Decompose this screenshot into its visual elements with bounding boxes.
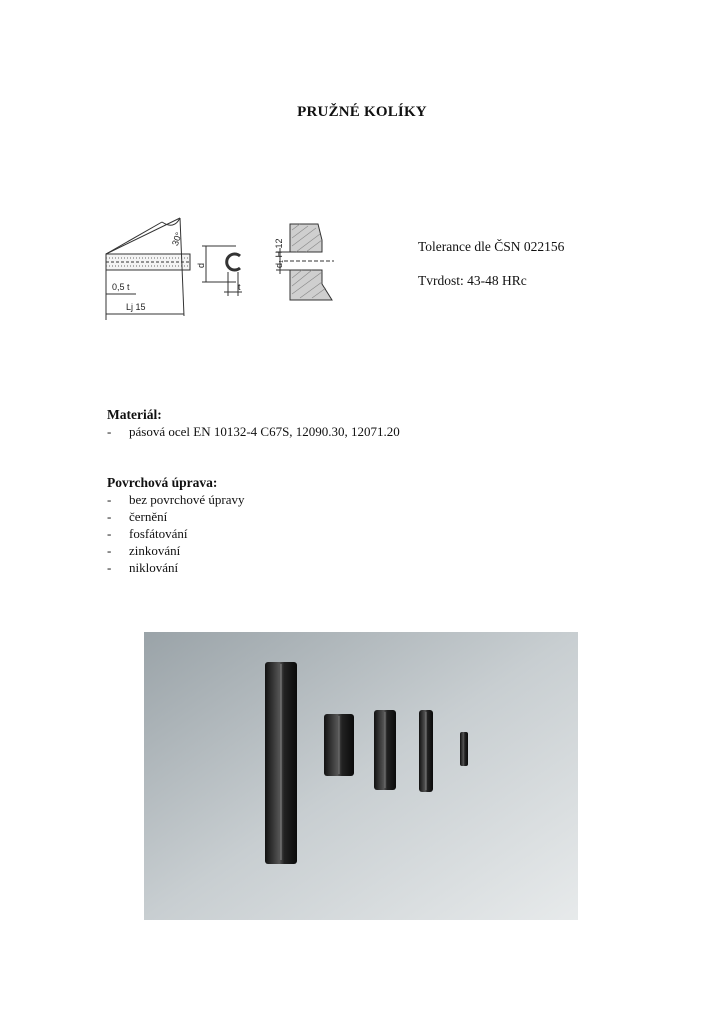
surface-item: - černění — [107, 508, 245, 525]
d-label: d — [196, 262, 206, 268]
material-item: - pásová ocel EN 10132-4 C67S, 12090.30, 12071.20 — [107, 423, 400, 440]
angle-label: 30° — [169, 230, 185, 248]
specifications — [418, 239, 564, 307]
surface-item: - fosfátování — [107, 525, 245, 542]
product-photo — [144, 632, 578, 920]
half-t-label: 0,5 t — [112, 282, 130, 292]
material-heading: Materiál: — [107, 407, 162, 422]
pin-tiny — [460, 732, 468, 766]
length-label: Lj 15 — [126, 302, 146, 312]
page-title: PRUŽNÉ KOLÍKY — [297, 104, 427, 120]
material-section — [107, 406, 400, 440]
tolerance-text: Tolerance dle ČSN 022156 — [418, 239, 565, 254]
t-label: t — [238, 282, 241, 292]
hardness-text: Tvrdost: 43-48 HRc — [418, 273, 527, 288]
surface-item: - zinkování — [107, 542, 245, 559]
pin-cross-section — [227, 254, 240, 270]
technical-drawing — [96, 186, 346, 326]
surface-section — [107, 474, 245, 576]
hole-label: d₁ H 12 — [274, 238, 284, 268]
surface-item: - bez povrchové úpravy — [107, 491, 245, 508]
surface-heading: Povrchová úprava: — [107, 475, 218, 490]
surface-item: - niklování — [107, 559, 245, 576]
